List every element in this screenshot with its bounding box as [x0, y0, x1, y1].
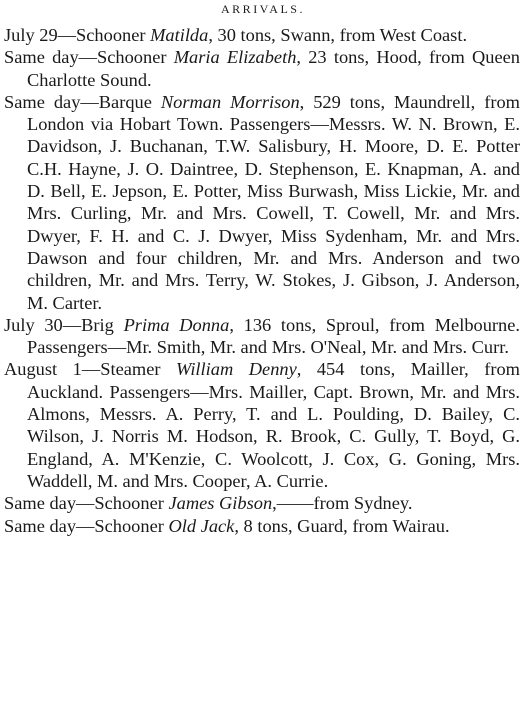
arrival-entry	[4, 515, 520, 537]
entry-date-type: Same day—Schooner	[4, 515, 169, 536]
vessel-name: Prima Donna	[123, 314, 230, 335]
entry-date-type: July 30—Brig	[4, 314, 124, 335]
arrival-entry	[4, 492, 520, 514]
vessel-name: James Gibson	[168, 493, 273, 514]
vessel-name: Old Jack	[168, 515, 235, 536]
vessel-name: Matilda	[150, 25, 209, 45]
entry-date-type: Same day—Schooner	[4, 493, 169, 514]
vessel-name: William Denny	[176, 359, 297, 380]
entry-date-type: Same day—Schooner	[4, 47, 174, 68]
arrival-entry	[4, 24, 520, 46]
entry-details: , 136 tons, Sproul, from Melbourne. Passengers—Mr. Smith, Mr. and Mrs. O'Neal, Mr. and Mrs. Curr.	[27, 314, 520, 358]
arrivals-list	[4, 24, 520, 537]
arrival-entry	[4, 46, 520, 91]
entry-details: , 23 tons, Hood, from Queen Charlotte Sound.	[27, 47, 520, 90]
entry-details: , 529 tons, Maundrell, from London via Hobart Town. Passengers—Messrs. W. N. Brown, E. Davidson, J. Buchanan, T.W. Salisbury, H. Moore, D. E. Potter C.H. Hayne, J. O. Daintree, D. Stephenson, E. Knapman, A. and D. Bell, E. Jepson, E. Potter, Miss Burwash, Miss Lickie, Mr. and Mrs. Curling, Mr. and Mrs. Cowell, T. Cowell, Mr. and Mrs. Dwyer, F. H. and C. J. Dwyer, Miss Sydenham, Mr. and Mrs. Dawson and four children, Mr. and Mrs. Anderson and two children, Mr. and Mrs. Terry, W. Stokes, J. Gibson, J. Anderson, M. Carter.	[27, 91, 520, 313]
entry-date-type: August 1—Steamer	[4, 359, 177, 380]
entry-details: ,——from Sydney.	[272, 493, 413, 514]
entry-details: , 30 tons, Swann, from West Coast.	[208, 25, 468, 45]
vessel-name: Norman Morrison	[160, 91, 300, 112]
entry-date-type: Same day—Barque	[4, 91, 161, 112]
arrival-entry	[4, 314, 520, 359]
entry-details: , 8 tons, Guard, from Wairau.	[234, 515, 450, 536]
section-heading: ARRIVALS.	[221, 2, 305, 16]
entry-date-type: July 29—Schooner	[4, 25, 151, 45]
entry-details: , 454 tons, Mailler, from Auckland. Passengers—Mrs. Mailler, Capt. Brown, Mr. and Mrs. Almons, Messrs. A. Perry, T. and L. Poulding, D. Bailey, C. Wilson, J. Norris M. Hodson, R. Brook, C. Gully, T. Boyd, G. England, A. M'Kenzie, C. Woolcott, J. Cox, G. Goning, Mrs. Waddell, M. and Mrs. Cooper, A. Currie.	[27, 359, 520, 491]
arrival-entry	[4, 91, 520, 314]
vessel-name: Maria Elizabeth	[173, 47, 297, 68]
arrival-entry	[4, 358, 520, 492]
